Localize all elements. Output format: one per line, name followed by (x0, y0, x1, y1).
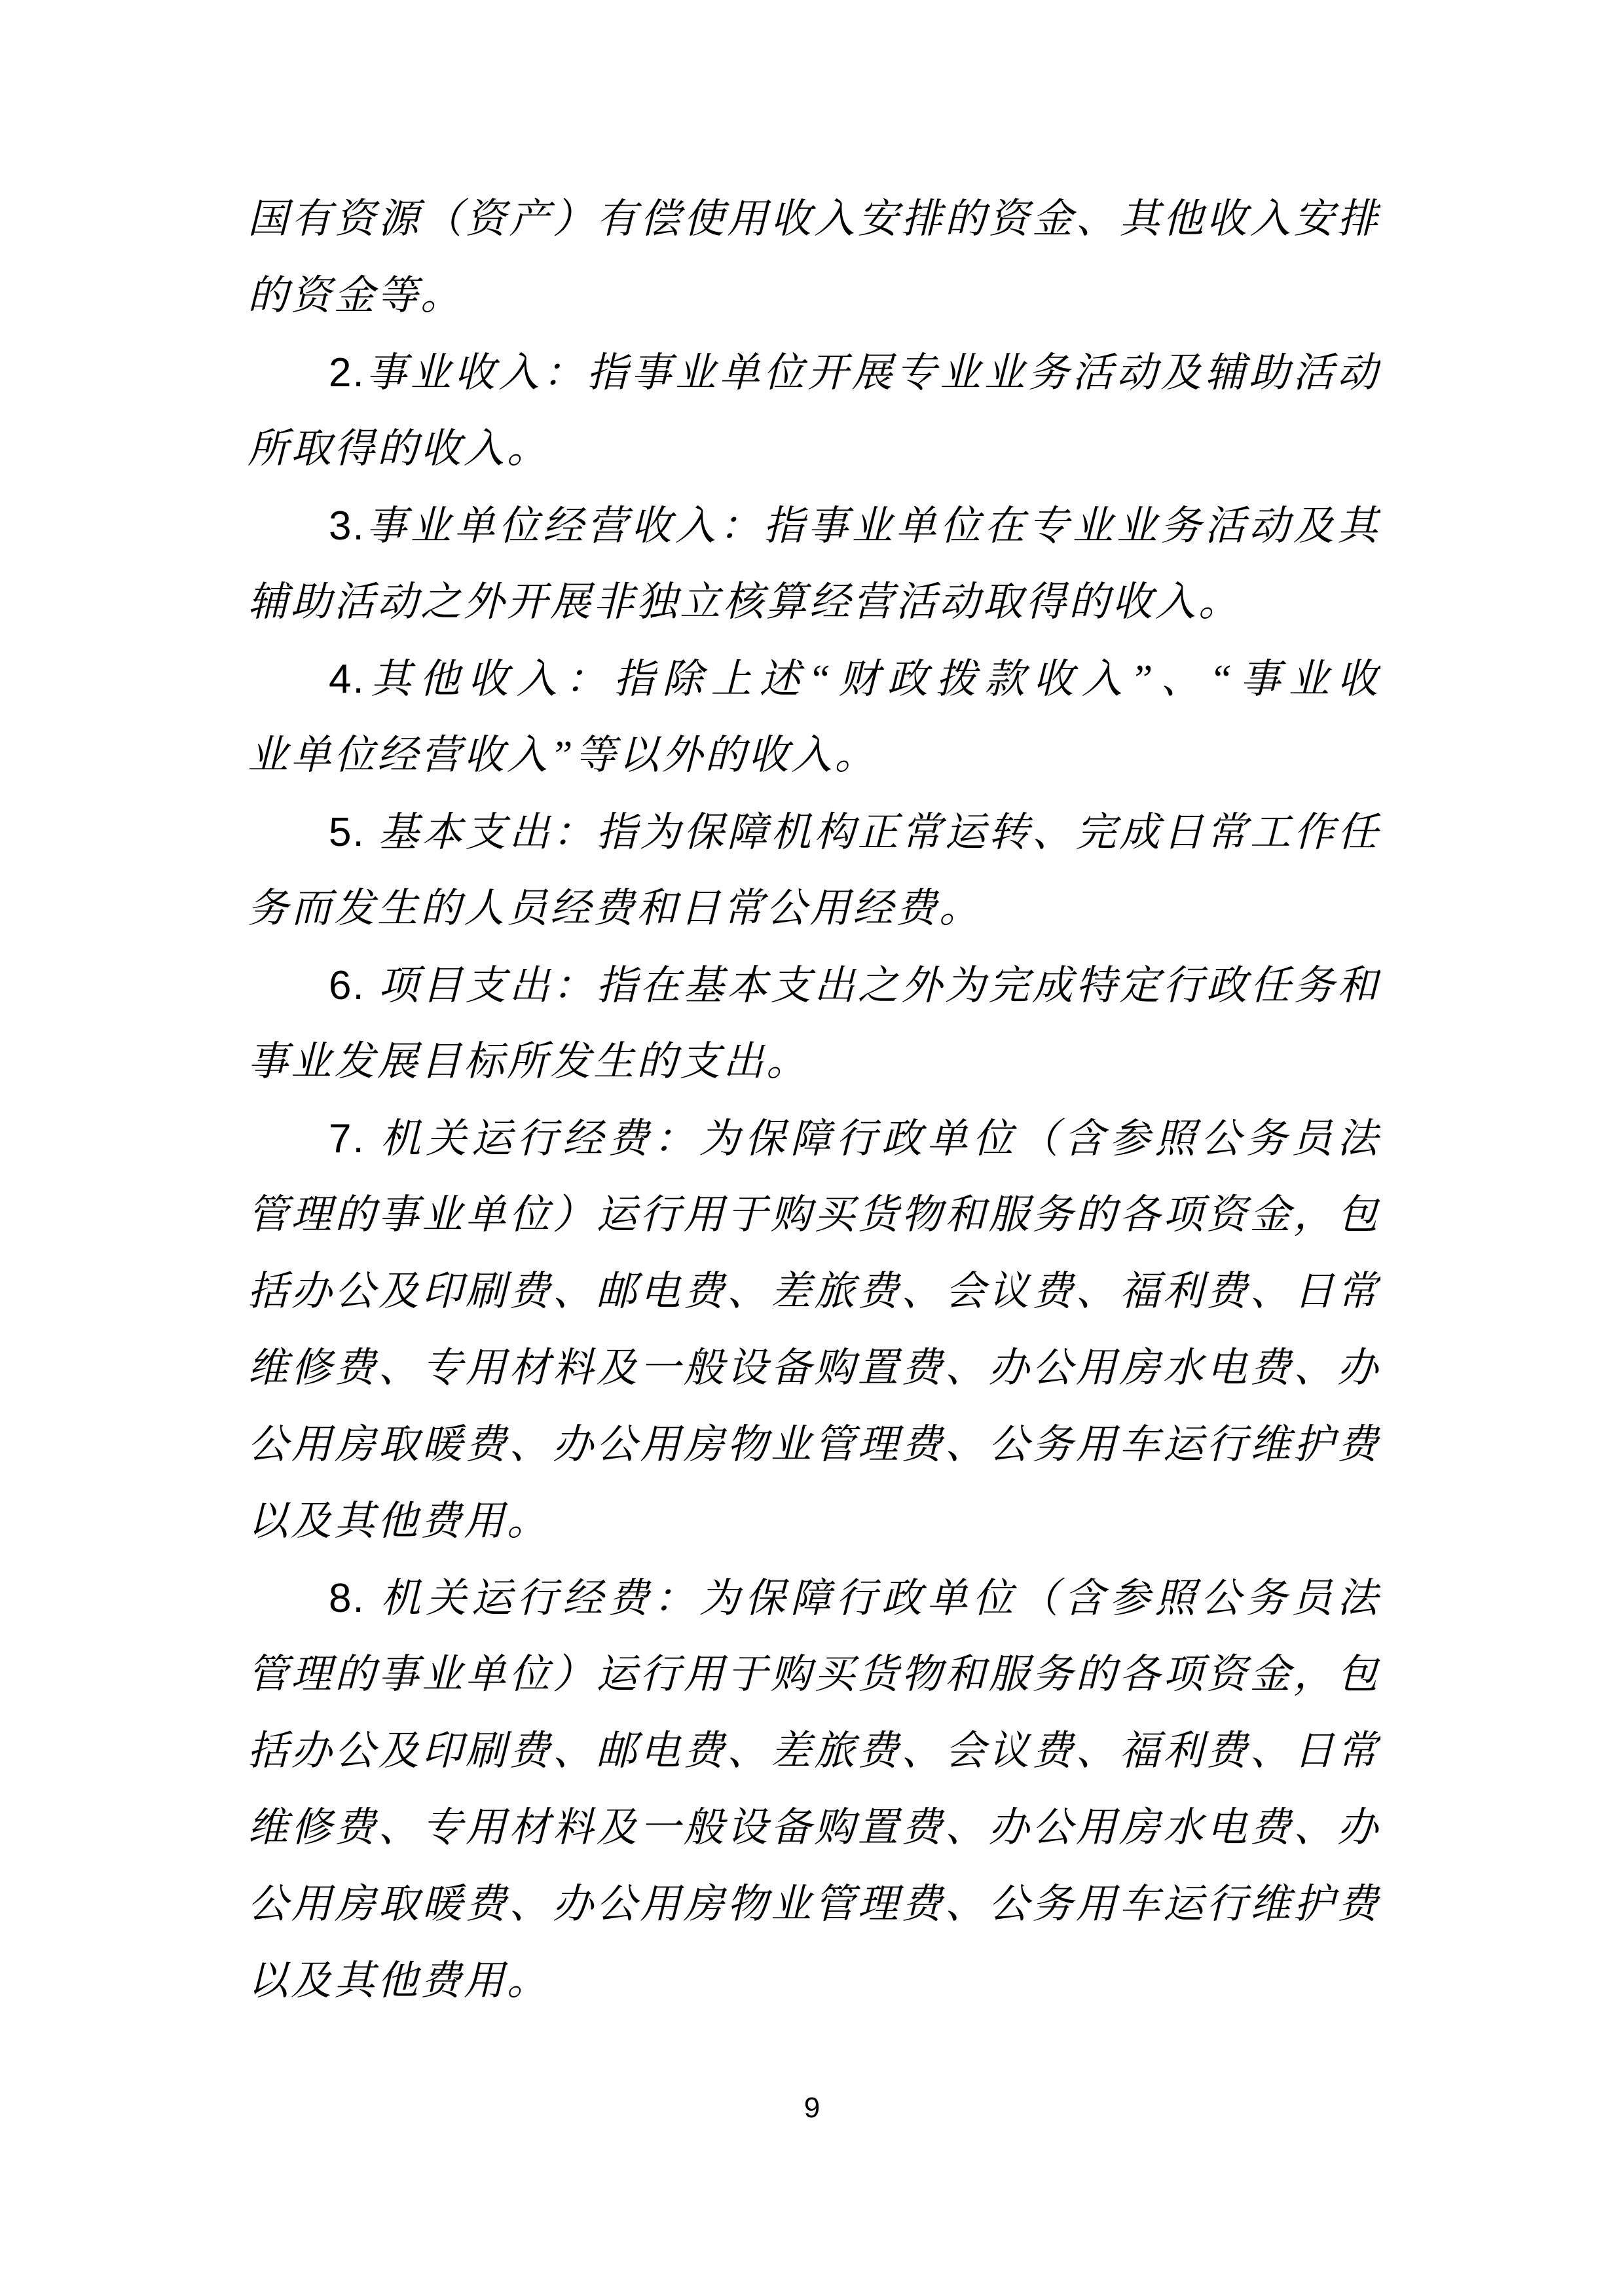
paragraph-number: 3. (329, 503, 365, 549)
paragraph-text: 公用房取暖费、办公用房物业管理费、公务用车运行维护费 (248, 1423, 1380, 1467)
paragraph-text: 业单位经营收入”等以外的收入。 (248, 733, 878, 778)
text-line (248, 181, 1380, 258)
paragraph-text: 括办公及印刷费、邮电费、差旅费、会议费、福利费、日常 (248, 1269, 1380, 1314)
paragraph-text: 括办公及印刷费、邮电费、差旅费、会议费、福利费、日常 (248, 1729, 1380, 1774)
paragraph-text: 维修费、专用材料及一般设备购置费、办公用房水电费、办 (248, 1346, 1380, 1391)
text-line (248, 488, 1380, 564)
paragraph-text: 管理的事业单位）运行用于购买货物和服务的各项资金，包 (248, 1652, 1380, 1697)
paragraph-text: 公用房取暖费、办公用房物业管理费、公务用车运行维护费 (248, 1882, 1380, 1927)
text-line (248, 1484, 1380, 1560)
paragraph-text: 辅助活动之外开展非独立核算经营活动取得的收入。 (248, 580, 1242, 625)
text-line (248, 718, 1380, 794)
paragraph-number: 4. (329, 657, 365, 702)
text-line (248, 1254, 1380, 1330)
paragraph-text: 国有资源（资产）有偿使用收入安排的资金、其他收入安排 (248, 197, 1380, 242)
paragraph-number: 5. (329, 810, 378, 855)
paragraph-text: 基本支出：指为保障机构正常运转、完成日常工作任 (378, 811, 1380, 855)
text-line (248, 1943, 1380, 2020)
text-line (248, 258, 1380, 335)
text-line (248, 641, 1380, 718)
paragraph-text: 事业收入：指事业单位开展专业业务活动及辅助活动 (365, 351, 1380, 395)
document-body (248, 181, 1380, 2020)
paragraph-text: 机关运行经费：为保障行政单位（含参照公务员法 (380, 1576, 1380, 1621)
text-line (248, 947, 1380, 1024)
text-line (248, 794, 1380, 871)
paragraph-text: 所取得的收入。 (248, 427, 551, 471)
paragraph-text: 以及其他费用。 (248, 1499, 551, 1544)
text-line (248, 1177, 1380, 1254)
page-number: 9 (803, 2092, 821, 2124)
paragraph-text: 以及其他费用。 (248, 1959, 551, 2003)
text-line (248, 1867, 1380, 1943)
text-line (248, 1407, 1380, 1484)
text-line (248, 564, 1380, 641)
paragraph-text: 其他收入：指除上述“财政拨款收入”、“事业收 (365, 657, 1380, 702)
paragraph-text: 机关运行经费：为保障行政单位（含参照公务员法 (380, 1117, 1380, 1161)
paragraph-number: 2. (329, 350, 365, 395)
text-line (248, 335, 1380, 411)
text-line (248, 1330, 1380, 1407)
text-line (248, 1101, 1380, 1177)
text-line (248, 871, 1380, 947)
text-line (248, 1713, 1380, 1790)
paragraph-text: 的资金等。 (248, 274, 464, 318)
paragraph-number: 8. (329, 1576, 380, 1621)
paragraph-text: 管理的事业单位）运行用于购买货物和服务的各项资金，包 (248, 1193, 1380, 1237)
text-line (248, 1790, 1380, 1867)
paragraph-number: 7. (329, 1116, 380, 1161)
paragraph-text: 维修费、专用材料及一般设备购置费、办公用房水电费、办 (248, 1806, 1380, 1850)
paragraph-text: 事业单位经营收入：指事业单位在专业业务活动及其 (365, 504, 1380, 549)
paragraph-text: 事业发展目标所发生的支出。 (248, 1040, 810, 1084)
text-line (248, 411, 1380, 488)
text-line (248, 1024, 1380, 1101)
paragraph-text: 务而发生的人员经费和日常公用经费。 (248, 886, 983, 931)
text-line (248, 1560, 1380, 1637)
paragraph-number: 6. (329, 963, 378, 1008)
paragraph-text: 项目支出：指在基本支出之外为完成特定行政任务和 (378, 964, 1380, 1008)
text-line (248, 1637, 1380, 1713)
